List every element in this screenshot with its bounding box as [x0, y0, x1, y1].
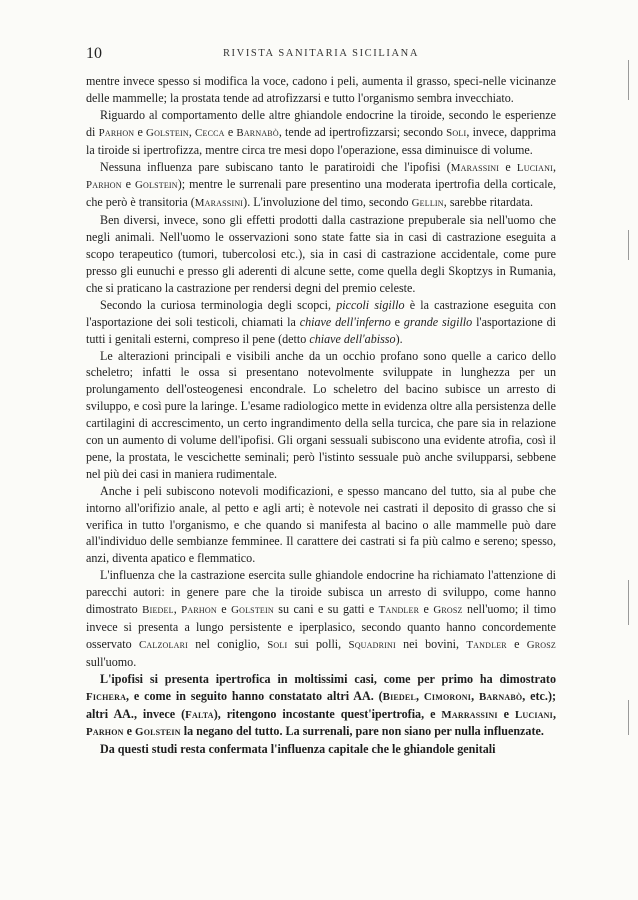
- paragraph-text: ,: [552, 706, 556, 721]
- author-name: Golstein: [146, 126, 189, 139]
- paragraph-text: ). L'involuzione del timo, secondo: [243, 195, 412, 210]
- paragraph-text: nell'uomo; il timo invece si presenta a lungo persistente e iperplasico, secondo quanto hanno concordemente osservato: [86, 602, 556, 651]
- author-name: Luciani: [514, 708, 553, 721]
- paragraph: [86, 483, 556, 568]
- author-name: Parhon: [98, 126, 135, 139]
- running-head: RIVISTA SANITARIA SICILIANA: [222, 48, 420, 59]
- page-number: 10: [86, 45, 102, 62]
- paragraph-text: Anche i peli subiscono notevoli modificazioni, e spesso mancano del tutto, sia al pube che intorno all'orifizio anale, al petto e agli arti; è notevole nei castrati il deposito di grasso che si verifica in tutto l'organismo, e che quando si manifesta al bacino o alle mammelle può dare all'individuo delle sembianze femminee. Il carattere dei castrati si fa più calmo e sereno; spesso, anzi, diventa apatico e flemmatico.: [86, 483, 556, 566]
- emphasis-text: chiave dell'inferno: [299, 314, 391, 329]
- scan-edge-mark: [628, 580, 629, 625]
- author-name: Barnabò: [478, 690, 523, 703]
- paragraph-text: ,: [173, 602, 182, 617]
- paragraph-text: mentre invece spesso si modifica la voce, cadono i peli, aumenta il grasso, speci-nelle vicinanze delle mammelle; la prostata tende ad atrofizzarsi e tutto l'organismo sembra invecchiato.: [86, 74, 556, 105]
- paragraph-text: Da questi studi resta confermata l'influenza capitale che le ghiandole genitali: [100, 742, 496, 757]
- paragraph: [86, 671, 556, 742]
- paragraph-text: Nessuna influenza pare subiscano tanto le paratiroidi che l'ipofisi (: [100, 159, 451, 174]
- paragraph-text: su cani e su gatti e: [273, 602, 379, 617]
- scan-edge-mark: [628, 60, 629, 100]
- author-name: Golstein: [231, 604, 274, 617]
- author-name: Grosz: [433, 604, 463, 617]
- author-name: Parhon: [86, 179, 122, 192]
- paragraph-text: e: [497, 706, 515, 721]
- paragraph-text: sull'uomo.: [86, 654, 137, 669]
- paragraph: [86, 297, 556, 348]
- author-name: Calzolari: [138, 638, 188, 651]
- author-name: Tandler: [466, 638, 507, 651]
- author-name: Biedel: [142, 604, 174, 617]
- paragraph-text: e: [134, 124, 147, 139]
- paragraph-text: ).: [395, 331, 403, 346]
- author-name: Soli: [267, 638, 288, 651]
- paragraph-text: nei bovini,: [395, 636, 467, 651]
- author-name: Parhon: [86, 726, 124, 739]
- paragraph-text: sui polli,: [287, 636, 349, 651]
- paragraph-text: , etc.); altri AA., invece (: [86, 688, 557, 721]
- author-name: Luciani: [516, 161, 553, 174]
- author-name: Soli: [446, 126, 467, 139]
- paragraph-text: e: [224, 124, 237, 139]
- author-name: Golstein: [135, 726, 181, 739]
- page-header: [86, 45, 556, 65]
- paragraph-text: nel coniglio,: [187, 636, 268, 651]
- paragraph-text: Secondo la curiosa terminologia degli scopci,: [100, 297, 337, 312]
- paragraph-text: , tende ad ipertrofizzarsi; secondo: [278, 124, 447, 139]
- author-name: Parhon: [181, 604, 217, 617]
- paragraph: [86, 567, 556, 670]
- author-name: Fichera: [86, 690, 127, 703]
- paragraph-text: L'ipofisi si presenta ipertrofica in moltissimi casi, come per primo ha dimostrato: [100, 671, 556, 686]
- paragraph-text: Le alterazioni principali e visibili anche da un occhio profano sono quelle a carico dello scheletro; infatti le ossa si presentano notevolmente sviluppate in lunghezza per un prolungamento dell'osteogenesi encondrale. Lo scheletro del bacino subisce un arresto di sviluppo, e così pure la laringe. L'esame radiologico mette in evidenza oltre alla persistenza delle cartilagini di accrescimento, un certo ingrandimento della sella turcica, che pare sia in relazione con un aumento di volume dell'ipofisi. Gli organi sessuali subiscono una evidente atrofia, così il pene, la prostata, le vescichette seminali; però l'istinto sessuale può anche svilupparsi, sebbene nel più dei casi in maniera rudimentale.: [86, 348, 556, 481]
- paragraph-text: ,: [552, 159, 556, 174]
- paragraph-text: e: [506, 636, 527, 651]
- author-name: Marassini: [450, 161, 500, 174]
- paragraph-text: ), ritengono incostante quest'ipertrofia, e: [213, 706, 442, 721]
- author-name: Squadrini: [348, 638, 396, 651]
- author-name: Marassini: [194, 197, 244, 210]
- paragraph-text: , invece, dapprima la tiroide si ipertrofizza, mentre circa tre mesi dopo l'operazione, essa diminuisce di volume.: [86, 124, 556, 157]
- paragraph-text: la negano del tutto. La surrenali, pare non siano per nulla influenzate.: [180, 724, 544, 739]
- paragraph-text: l'asportazione di tutti i genitali esterni, compreso il pene (detto: [86, 314, 556, 346]
- author-name: Cimoroni: [423, 690, 472, 703]
- author-name: Golstein: [134, 179, 178, 192]
- emphasis-text: piccoli sigillo: [336, 297, 405, 312]
- emphasis-text: grande sigillo: [403, 314, 473, 329]
- scan-edge-mark: [628, 230, 629, 260]
- scan-edge-mark: [628, 700, 629, 735]
- paragraph-text: Riguardo al comportamento delle altre ghiandole endocrine la tiroide, secondo le esperienze di: [86, 107, 556, 139]
- author-name: Cecca: [195, 126, 225, 139]
- author-name: Grosz: [526, 638, 556, 651]
- paragraph: [86, 159, 556, 213]
- author-name: Falta: [185, 708, 214, 721]
- paragraph-text: e: [121, 177, 135, 192]
- paragraph-text: ); mentre le surrenali pare presentino una moderata ipertrofia della corticale, che però è transitoria (: [86, 177, 556, 210]
- paragraph: [86, 73, 556, 107]
- paragraph: [86, 741, 556, 758]
- paragraph-text: ,: [415, 688, 424, 703]
- paragraph-text: e: [419, 602, 434, 617]
- paragraph-text: e: [499, 159, 517, 174]
- emphasis-text: chiave dell'abisso: [309, 331, 396, 346]
- paragraph: [86, 348, 556, 483]
- body-text: [86, 73, 556, 758]
- paragraph-text: , e come in seguito hanno constatato altri AA. (: [126, 688, 383, 703]
- author-name: Marrassini: [441, 708, 498, 721]
- author-name: Gellin: [411, 197, 444, 210]
- paragraph-text: e: [390, 314, 404, 329]
- paragraph-text: è la castrazione eseguita con l'asportazione dei soli testicoli, chiamati la: [86, 297, 556, 329]
- paragraph-text: e: [216, 602, 232, 617]
- author-name: Biedel: [382, 690, 416, 703]
- paragraph: [86, 212, 556, 297]
- paragraph-text: ,: [188, 124, 196, 139]
- paragraph-text: ,: [471, 688, 479, 703]
- author-name: Tandler: [378, 604, 420, 617]
- paragraph-text: L'influenza che la castrazione esercita sulle ghiandole endocrine ha richiamato l'attenzione di parecchi autori: in genere pare che la tiroide subisca un arresto di sviluppo, come hanno dimostrato: [86, 568, 556, 617]
- author-name: Barnabò: [236, 126, 279, 139]
- paragraph-text: e: [123, 724, 136, 739]
- paragraph-text: Ben diversi, invece, sono gli effetti prodotti dalla castrazione prepuberale sia nell'uomo che negli animali. Nell'uomo le osservazioni sono state fatte sia in casi di castrazione eseguita a scopo terapeutico (tumori, tubercolosi etc.), sia in casi di castrazione accidentale, come pure presso gli eunuchi e presso gli aderenti di alcune sette, come quella degli Skoptzys in Rumania, che si praticano la castrazione per rendersi degni del premio celeste.: [86, 213, 556, 295]
- paragraph: [86, 107, 556, 159]
- paragraph-text: , sarebbe ritardata.: [443, 195, 534, 210]
